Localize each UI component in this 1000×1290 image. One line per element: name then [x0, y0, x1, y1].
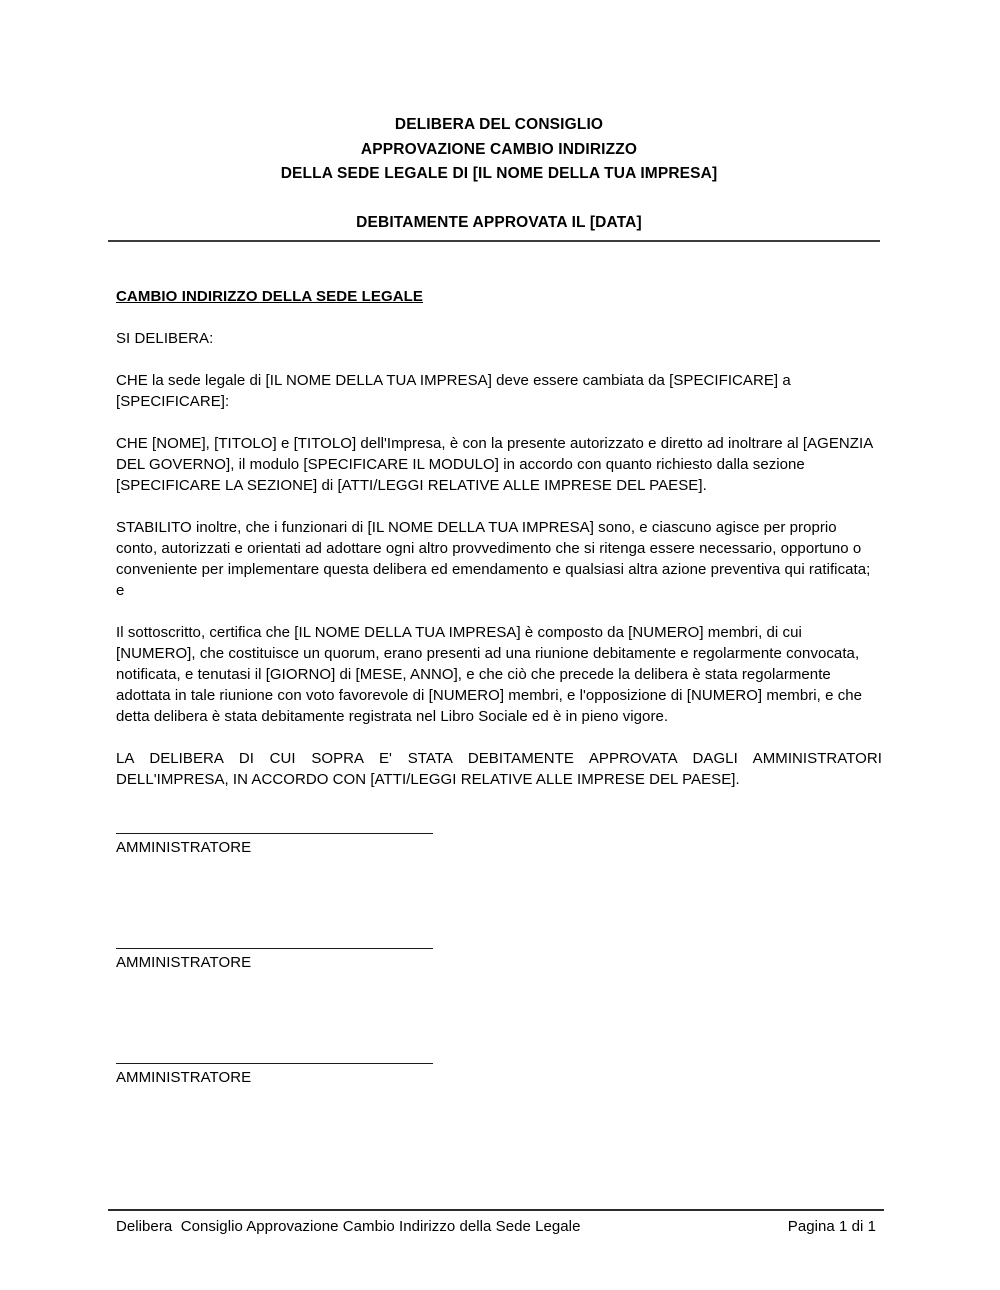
footer-page-number: Pagina 1 di 1 — [787, 1218, 876, 1235]
signature-block-2 — [116, 948, 882, 973]
signature-line — [116, 1063, 433, 1064]
signature-block-1 — [116, 833, 882, 858]
page-footer — [108, 1209, 884, 1237]
footer-row — [108, 1217, 884, 1237]
signature-block-3 — [116, 1063, 882, 1088]
page-title-line-1: DELIBERA DEL CONSIGLIO — [394, 116, 604, 133]
signature-section — [116, 833, 882, 1088]
header-divider — [108, 240, 880, 242]
signature-line — [116, 948, 433, 949]
paragraph-approval-statement: LA DELIBERA DI CUI SOPRA E' STATA DEBITAMENTE APPROVATA DAGLI AMMINISTRATORI DELL'IMPRESA, IN ACCORDO CON [ATTI/LEGGI RELATIVE ALLE IMPRESE DEL PAESE]. — [116, 750, 882, 788]
document-body — [116, 286, 882, 790]
paragraph-authorization: CHE [NOME], [TITOLO] e [TITOLO] dell'Impresa, è con la presente autorizzato e diretto ad inoltrare al [AGENZIA DEL GOVERNO], il modulo [SPECIFICARE IL MODULO] in accordo con quanto richiesto dalla sezione [SPECIFICARE LA SEZIONE] di [ATTI/LEGGI RELATIVE ALLE IMPRESE DEL PAESE]. — [116, 435, 873, 494]
page-title-line-2: APPROVAZIONE CAMBIO INDIRIZZO — [360, 140, 638, 158]
footer-document-name: Delibera Consiglio Approvazione Cambio Indirizzo della Sede Legale — [116, 1218, 581, 1235]
signature-label-3: AMMINISTRATORE — [116, 1069, 252, 1086]
signature-line — [116, 833, 433, 834]
document-title-block — [116, 113, 882, 235]
paragraph-certification: Il sottoscritto, certifica che [IL NOME DELLA TUA IMPRESA] è composto da [NUMERO] membri, di cui [NUMERO], che costituisce un quorum, erano presenti ad una riunione debitamente e regolarmente convocata, notificata, e tenutasi il [GIORNO] di [MESE, ANNO], e che ciò che precede la delibera è stata regolarmente adottata in tale riunione con voto favorevole di [NUMERO] membri, e l'opposizione di [NUMERO] membri, e che detta delibera è stata debitamente registrata nel Libro Sociale ed è in pieno vigore. — [116, 624, 863, 725]
section-heading: CAMBIO INDIRIZZO DELLA SEDE LEGALE — [116, 288, 424, 305]
paragraph-change-address: CHE la sede legale di [IL NOME DELLA TUA IMPRESA] deve essere cambiata da [SPECIFICARE] a [SPECIFICARE]: — [116, 372, 791, 410]
paragraph-officers: STABILITO inoltre, che i funzionari di [IL NOME DELLA TUA IMPRESA] sono, e ciascuno agisce per proprio conto, autorizzati e orientati ad adottare ogni altro provvedimento che si ritenga essere necessario, opportuno o conveniente per implementare questa delibera ed emendamento e qualsiasi altra azione preventiva qui ratificata; e — [116, 519, 871, 599]
signature-label-2: AMMINISTRATORE — [116, 954, 252, 971]
footer-divider — [108, 1209, 884, 1211]
page-subtitle: DEBITAMENTE APPROVATA IL [DATA] — [356, 213, 642, 231]
paragraph-si-delibera: SI DELIBERA: — [116, 330, 214, 347]
page-title-line-3: DELLA SEDE LEGALE DI [IL NOME DELLA TUA IMPRESA] — [280, 165, 718, 182]
signature-label-1: AMMINISTRATORE — [116, 839, 252, 856]
